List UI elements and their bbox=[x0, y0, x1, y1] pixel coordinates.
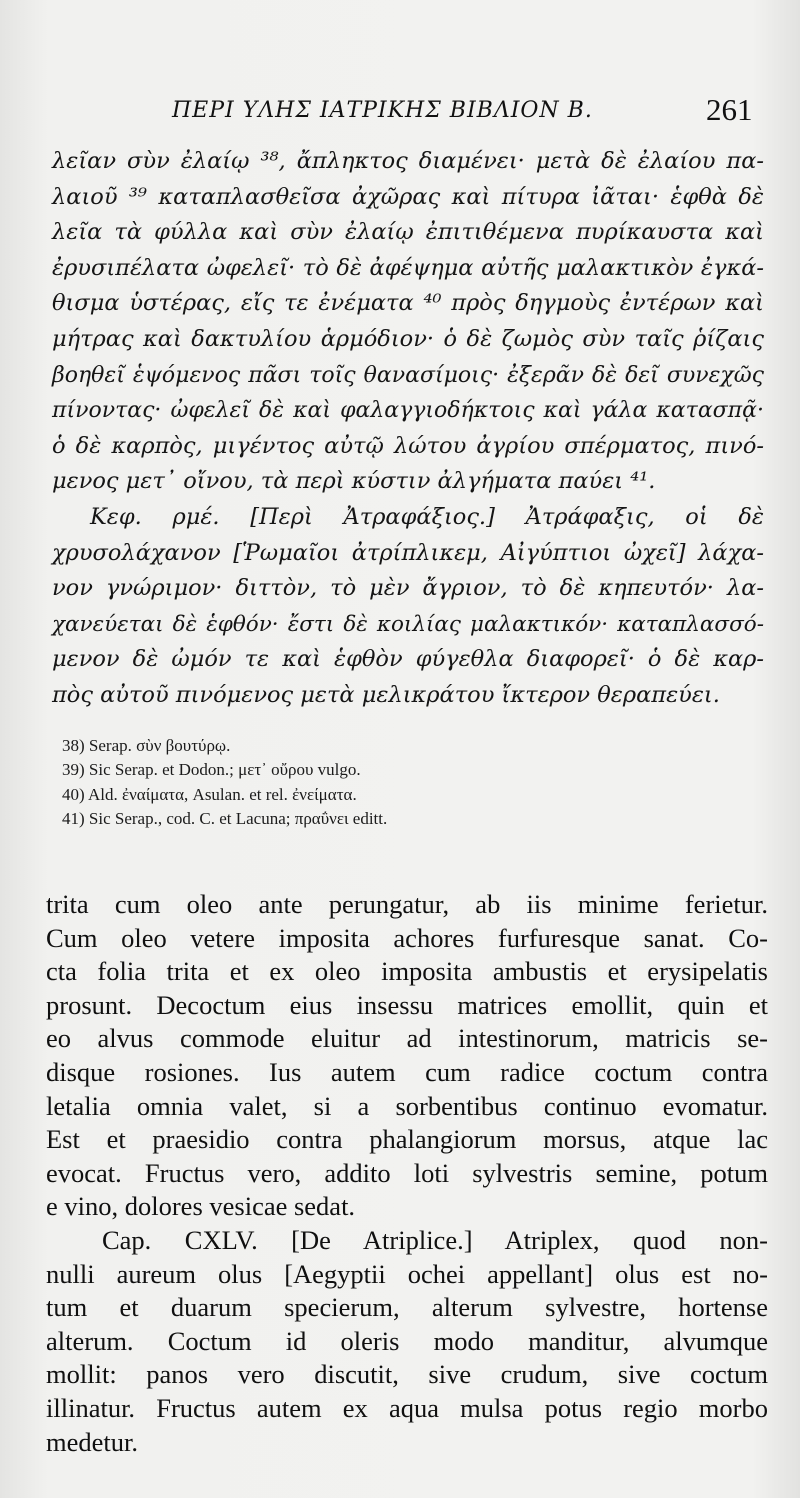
footnote: 39) Sic Serap. et Dodon.; μετ᾽ οὔρου vulgo. bbox=[62, 760, 361, 780]
latin-line: alterum. Coctum id oleris modo manditur, alvumque bbox=[46, 1325, 768, 1356]
latin-line: trita cum oleo ante perungatur, ab iis minime ferietur. bbox=[46, 889, 768, 919]
greek-line: μενος μετ᾽ οἴνου, τὰ περὶ κύστιν ἀλγήματα παύει ⁴¹. bbox=[52, 468, 656, 495]
greek-line: λεῖα τὰ φύλλα καὶ σὺν ἐλαίῳ ἐπιτιθέμενα πυρίκαυστα καὶ bbox=[52, 219, 764, 246]
greek-line: χανεύεται δὲ ἑφθόν· ἔστι δὲ κοιλίας μαλακτικόν· καταπλασσό- bbox=[52, 611, 764, 637]
latin-line: tum et duarum specierum, alterum sylvestre, hortense bbox=[46, 1292, 768, 1323]
footnotes bbox=[62, 734, 722, 831]
greek-chapter-heading-line: Κεφ. ρμέ. [Περὶ Ἀτραφάξιος.] Ἀτράφαξις, οἱ δὲ bbox=[90, 503, 764, 530]
greek-line: πὸς αὐτοῦ πινόμενος μετὰ μελικράτου ἴκτερον θεραπεύει. bbox=[52, 681, 720, 708]
page-number: 261 bbox=[706, 92, 753, 127]
footnote: 41) Sic Serap., cod. C. et Lacuna; πραΰνει editt. bbox=[62, 808, 388, 828]
greek-line: λεῖαν σὺν ἐλαίῳ ³⁸, ἄπληκτος διαμένει· μετὰ δὲ ἐλαίου πα- bbox=[52, 148, 764, 174]
latin-chapter-heading-line: Cap. CXLV. [De Atriplice.] Atriplex, quod non- bbox=[102, 1224, 768, 1255]
latin-line: e vino, dolores vesicae sedat. bbox=[46, 1191, 356, 1222]
greek-line: πίνοντας· ὠφελεῖ δὲ καὶ φαλαγγιοδήκτοις καὶ γάλα κατασπᾷ· bbox=[52, 398, 764, 424]
latin-line: evocat. Fructus vero, addito loti sylvestris semine, potum bbox=[46, 1157, 768, 1188]
latin-line: letalia omnia valet, si a sorbentibus continuo evomatur. bbox=[46, 1090, 768, 1121]
latin-line: nulli aureum olus [Aegyptii ochei appellant] olus est no- bbox=[46, 1258, 768, 1289]
footnote: 38) Serap. σὺν βουτύρῳ. bbox=[62, 736, 231, 755]
latin-line: disque rosiones. Ius autem cum radice coctum contra bbox=[46, 1056, 768, 1087]
latin-line: eo alvus commode eluitur ad intestinorum, matricis se- bbox=[46, 1023, 768, 1054]
latin-line: Cum oleo vetere imposita achores furfuresque sanat. Co- bbox=[46, 922, 768, 953]
greek-line: μήτρας καὶ δακτυλίου ἁρμόδιον· ὁ δὲ ζωμὸς σὺν ταῖς ῥίζαις bbox=[52, 325, 764, 352]
greek-line: βοηθεῖ ἑψόμενος πᾶσι τοῖς θανασίμοις· ἐξερᾶν δὲ δεῖ συνεχῶς bbox=[52, 362, 764, 388]
greek-line: λαιοῦ ³⁹ καταπλασθεῖσα ἀχῶρας καὶ πίτυρα ἰᾶται· ἑφθὰ δὲ bbox=[52, 183, 764, 210]
greek-line: μενον δὲ ὠμόν τε καὶ ἑφθὸν φύγεθλα διαφορεῖ· ὁ δὲ καρ- bbox=[52, 646, 764, 673]
greek-line: νον γνώριμον· διττὸν, τὸ μὲν ἄγριον, τὸ δὲ κηπευτόν· λα- bbox=[52, 575, 764, 602]
latin-line: prosunt. Decoctum eius insessu matrices emollit, quin et bbox=[46, 989, 768, 1020]
greek-text-block bbox=[52, 144, 764, 714]
latin-line: mollit: panos vero discutit, sive crudum, sive coctum bbox=[46, 1359, 768, 1390]
latin-line: Est et praesidio contra phalangiorum morsus, atque lac bbox=[46, 1124, 768, 1155]
greek-line: θισμα ὑστέρας, εἴς τε ἐνέματα ⁴⁰ πρὸς δηγμοὺς ἐντέρων καὶ bbox=[52, 290, 764, 317]
latin-line: medetur. bbox=[46, 1426, 138, 1457]
greek-line: χρυσολάχανον [Ῥωμαῖοι ἀτρίπλικεμ, Αἰγύπτιοι ὠχεῖ] λάχα- bbox=[52, 539, 764, 566]
greek-line: ἐρυσιπέλατα ὠφελεῖ· τὸ δὲ ἀφέψημα αὐτῆς μαλακτικὸν ἐγκά- bbox=[52, 254, 764, 281]
greek-line: ὁ δὲ καρπὸς, μιγέντος αὐτῷ λώτου ἀγρίου σπέρματος, πινό- bbox=[52, 432, 764, 459]
latin-line: illinatur. Fructus autem ex aqua mulsa potus regio morbo bbox=[46, 1392, 768, 1423]
running-title: ΠΕΡΙ ΥΛΗΣ ΙΑΤΡΙΚΗΣ ΒΙΒΛΙΟΝ Β. bbox=[172, 98, 593, 123]
page-header bbox=[0, 92, 800, 136]
footnote: 40) Ald. ἐναίματα, Asulan. et rel. ἐνείματα. bbox=[62, 784, 357, 804]
latin-text-block bbox=[46, 888, 768, 1459]
latin-line: cta folia trita et ex oleo imposita ambustis et erysipelatis bbox=[46, 956, 768, 987]
